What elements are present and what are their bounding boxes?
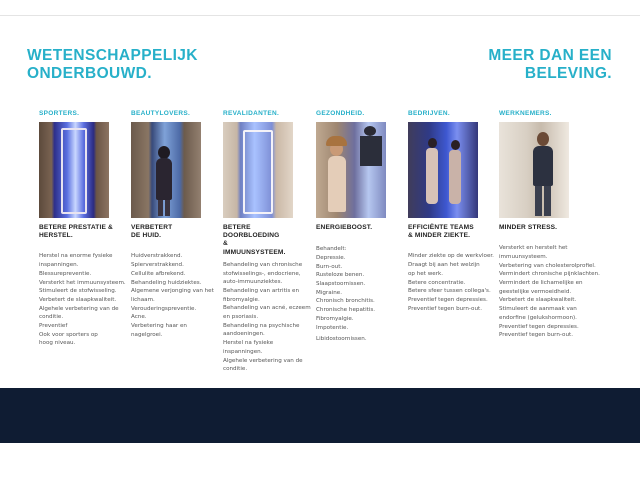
column-body [499, 244, 600, 340]
column-body [131, 252, 215, 339]
body-line: Libidostoornissen. [316, 336, 367, 343]
headline-right [488, 47, 612, 83]
body-line: Minder ziekte op de werkvloer. [408, 253, 494, 260]
body-line: Chronisch bronchitis. [316, 298, 375, 305]
body-line: Draagt bij aan het welzijn [408, 262, 480, 269]
column-title: BETERE PRESTATIE & HERSTEL. [39, 224, 113, 240]
person-body [328, 156, 346, 212]
body-line: Preventief tegen burn-out. [408, 305, 482, 312]
column-beautylovers [131, 110, 215, 339]
column-bedrijven [408, 110, 492, 313]
body-line: Vermindert de lichamelijke en [499, 280, 583, 287]
body-line: nagelgroei. [131, 331, 163, 338]
body-line: Algehele verbetering van de [39, 305, 119, 312]
body-line: Behandeling huidziektes. [131, 279, 202, 286]
body-line: conditie. [39, 314, 64, 321]
column-body [316, 245, 400, 344]
body-line: Herstel na enorme fysieke [39, 253, 113, 260]
body-line: Versterkt het immuunsysteem. [39, 279, 126, 286]
cryo-person-photo [131, 122, 201, 218]
body-line: op het werk. [408, 270, 444, 277]
body-line: fibromyalgie. [223, 296, 260, 303]
cryo-team-photo [408, 122, 478, 218]
column-label: BEAUTYLOVERS. [131, 110, 191, 117]
cryo-cabin-photo [223, 122, 293, 218]
body-line: Burn-out. [316, 263, 343, 270]
body-line: Verouderingspreventie. [131, 305, 197, 312]
body-line: Preventief [39, 323, 68, 330]
body-line: Algehele verbetering van de [223, 357, 303, 364]
column-werknemers [499, 110, 600, 340]
column-title: VERBETERT DE HUID. [131, 224, 173, 240]
person-body [426, 148, 438, 204]
body-line: Spierverstrakkend. [131, 262, 184, 269]
column-body [408, 252, 492, 313]
person-head [537, 132, 549, 146]
column-title: ENERGIEBOOST. [316, 224, 373, 231]
body-line: Verbetering haar en [131, 323, 187, 330]
body-line: Behandeling na psychische [223, 322, 300, 329]
column-label: REVALIDANTEN. [223, 110, 280, 117]
businessman-photo [499, 122, 569, 218]
column-revalidanten [223, 110, 311, 374]
column-title: EFFICIËNTE TEAMS & MINDER ZIEKTE. [408, 224, 474, 240]
body-line: Preventief tegen depressies. [408, 296, 488, 303]
column-title: MINDER STRESS. [499, 224, 558, 231]
top-divider [0, 15, 640, 16]
body-line: en psoriasis. [223, 314, 259, 321]
cabin-door-frame [243, 130, 273, 214]
body-line: lichaam. [131, 296, 155, 303]
column-label: SPORTERS. [39, 110, 80, 117]
body-line: Impotentie. [316, 324, 349, 331]
body-line: Betere sfeer tussen collega's. [408, 288, 491, 295]
person-leg [544, 186, 551, 216]
body-line: Cellulite afbrekend. [131, 270, 186, 277]
body-line: Preventief tegen burn-out. [499, 332, 573, 339]
assistant-body [360, 136, 382, 166]
body-line: aandoeningen. [223, 331, 265, 338]
person-head [451, 140, 460, 150]
column-label: GEZONDHEID. [316, 110, 365, 117]
person-hair [326, 136, 347, 146]
body-line: Huidverstrakkend. [131, 253, 183, 260]
column-body [223, 261, 311, 374]
person-leg [158, 200, 163, 216]
assistant-head [364, 126, 376, 136]
person-body [156, 158, 172, 200]
headline-left-line-1: WETENSCHAPPELIJK [27, 47, 198, 64]
headline-right-line-1: MEER DAN EEN [488, 47, 612, 64]
body-line: Vermindert chronische pijnklachten. [499, 271, 600, 278]
body-line: Chronische hepatitis. [316, 307, 376, 314]
footer-band [0, 388, 640, 443]
body-line: Rusteloze benen. [316, 272, 365, 279]
body-line: Behandeling van chronische [223, 261, 303, 268]
body-line: Migraine. [316, 289, 342, 296]
person-leg [165, 200, 170, 216]
body-line: Stimuleert de stofwisseling. [39, 288, 117, 295]
headline-left [27, 47, 198, 83]
body-line: conditie. [223, 366, 248, 373]
body-line: Depressie. [316, 254, 346, 261]
body-line: Acne. [131, 314, 147, 321]
body-line: Blessurepreventie. [39, 270, 92, 277]
cabin-door-frame [61, 128, 87, 214]
body-line: Behandelt: [316, 246, 347, 253]
body-line: Verbetert de slaapkwaliteit. [499, 297, 577, 304]
body-line: inspanningen. [39, 262, 79, 269]
column-body [39, 252, 126, 348]
body-line: Betere concentratie. [408, 279, 466, 286]
body-line: immuunsysteem. [499, 253, 548, 260]
headline-left-line-2: ONDERBOUWD. [27, 65, 152, 82]
body-line: Verbetert de slaapkwaliteit. [39, 296, 117, 303]
headline-right-line-2: BELEVING. [524, 65, 612, 82]
person-body [449, 150, 461, 204]
column-title: BETERE DOORBLOEDING & IMMUUNSYSTEEM. [223, 224, 286, 256]
cryo-woman-photo [316, 122, 386, 218]
cryo-cabin-photo [39, 122, 109, 218]
body-line: Stimuleert de aanmaak van [499, 306, 577, 313]
body-line: auto-immuunziektes. [223, 279, 283, 286]
column-label: WERKNEMERS. [499, 110, 552, 117]
body-line: Behandeling van artritis en [223, 287, 300, 294]
body-line: Algemene verjonging van het [131, 288, 214, 295]
person-leg [535, 186, 542, 216]
body-line: Behandeling van acné, eczeem [223, 305, 311, 312]
body-line: Ook voor sporters op [39, 331, 98, 338]
person-jacket [533, 146, 553, 186]
column-label: BEDRIJVEN. [408, 110, 451, 117]
body-line: geestelijke vermoeidheid. [499, 288, 572, 295]
column-gezondheid [316, 110, 400, 344]
column-sporters [39, 110, 126, 348]
body-line: Versterkt en herstelt het [499, 245, 568, 252]
body-line: Verbetering van cholesterolprofiel. [499, 262, 596, 269]
body-line: stofwisselings-, endocriene, [223, 270, 301, 277]
body-line: Herstel na fysieke [223, 340, 274, 347]
body-line: Slaapstoornissen. [316, 281, 366, 288]
body-line: hoog niveau. [39, 340, 76, 347]
body-line: endorfine (gelukshormoon). [499, 314, 577, 321]
person-head [428, 138, 437, 148]
body-line: Fibromyalgie. [316, 315, 354, 322]
body-line: Preventief tegen depressies. [499, 323, 579, 330]
body-line: inspanningen. [223, 348, 263, 355]
